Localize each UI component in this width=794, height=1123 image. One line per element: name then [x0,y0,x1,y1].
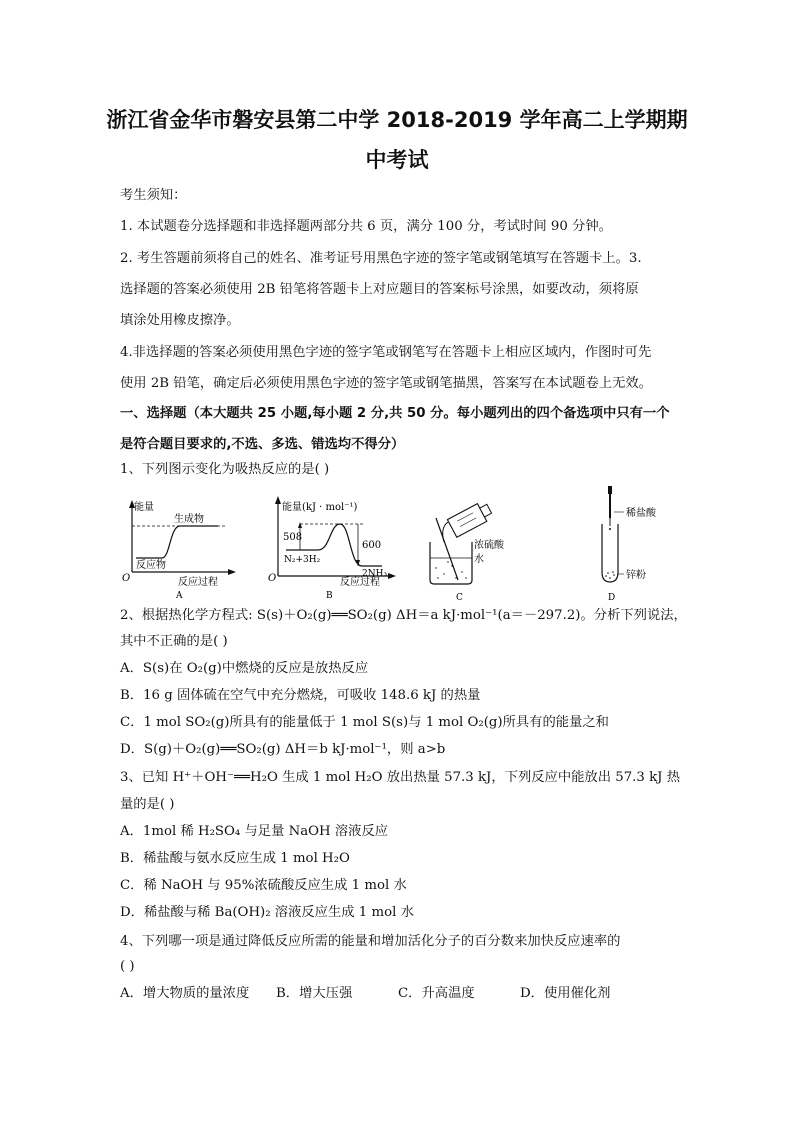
figure-b-ylabel: 能量(kJ · mol⁻¹) [282,502,358,513]
question-2-option-b: B．16 g 固体硫在空气中充分燃烧，可吸收 148.6 kJ 的热量 [120,688,481,703]
figure-d-label-zinc: 锌粉 [626,570,646,581]
notice-item-4-line2: 使用 2B 铅笔，确定后必须使用黑色字迹的签字笔或钢笔描黑，答案写在本试题卷上无效。 [120,376,652,391]
figure-c-label-water: 水 [474,554,484,565]
figure-b-letter: B [326,591,333,601]
zinc-powder-dots [605,571,615,579]
figure-a-origin: O [122,573,131,584]
exam-title-line1: 浙江省金华市磐安县第二中学 2018-2019 学年高二上学期期 [106,108,688,132]
figure-c-letter: C [456,593,463,603]
notice-item-1: 1. 本试题卷分选择题和非选择题两部分共 6 页，满分 100 分，考试时间 90 分钟。 [120,219,612,234]
reagent-bottle-icon [447,500,493,537]
section-1-heading-line2: 是符合题目要求的,不选、多选、错选均不得分） [120,437,405,452]
question-2-stem-line2: 其中不正确的是( ) [120,634,228,649]
question-2-option-c: C．1 mol SO₂(g)所具有的能量低于 1 mol S(s)与 1 mol O₂(g)所具有的能量之和 [120,715,609,730]
figure-a-energy-diagram [122,500,236,601]
figure-a-letter: A [176,591,183,601]
question-3-option-d: D．稀盐酸与稀 Ba(OH)₂ 溶液反应生成 1 mol 水 [120,905,414,920]
figure-a-product-label: 生成物 [174,514,204,525]
notice-item-2-line3: 填涂处用橡皮擦净。 [120,313,240,328]
question-2-option-d: D．S(g)＋O₂(g)══SO₂(g) ΔH＝b kJ·mol⁻¹，则 a>b [120,742,446,757]
question-1-stem: 1、下列图示变化为吸热反应的是( ) [120,462,330,477]
notice-heading: 考生须知： [120,188,187,203]
dropper-bulb-icon [608,486,612,494]
figure-a-reactant-label: 反应物 [136,560,166,571]
question-4-option-b: B．增大压强 [276,986,353,1001]
question-2-stem-line1: 2、根据热化学方程式: S(s)＋O₂(g)══SO₂(g) ΔH＝a kJ·mol⁻¹(a＝－297.2)。分析下列说法， [120,608,687,623]
notice-item-4-line1: 4.非选择题的答案必须使用黑色字迹的签字笔或钢笔写在答题卡上相应区域内，作图时可先 [120,345,652,360]
question-3-stem-line2: 量的是( ) [120,797,175,812]
question-2-option-a: A．S(s)在 O₂(g)中燃烧的反应是放热反应 [120,661,369,676]
question-4-option-a: A．增大物质的量浓度 [120,986,250,1001]
question-4-option-d: D．使用催化剂 [520,986,611,1001]
question-4-stem-line2: ( ) [120,959,135,974]
figure-b-energy-diagram [268,496,396,601]
figure-a-ylabel: 能量 [134,502,154,513]
figure-b-reactant-label: N₂+3H₂ [284,555,321,565]
figure-b-value-508: 508 [283,532,303,543]
question-4-stem-line1: 4、下列哪一项是通过降低反应所需的能量和增加活化分子的百分数来加快反应速率的 [120,934,621,949]
question-3-option-a: A．1mol 稀 H₂SO₄ 与足量 NaOH 溶液反应 [120,824,389,839]
question-4-option-c: C．升高温度 [398,986,475,1001]
figure-a-xlabel: 反应过程 [178,577,218,588]
figure-b-origin: O [268,573,277,584]
liquid-dots [435,561,466,578]
exam-title-line2: 中考试 [365,148,429,172]
notice-item-2-line1: 2. 考生答题前须将自己的姓名、准考证号用黑色字迹的签字笔或钢笔填写在答题卡上。3. [120,251,642,266]
question-1-figures [118,484,678,606]
section-1-heading-line1: 一、选择题（本大题共 25 小题,每小题 2 分,共 50 分。每小题列出的四个备选项中只有一个 [120,406,670,421]
figure-b-value-600: 600 [362,540,382,551]
figure-d-test-tube [602,486,657,603]
notice-item-2-line2: 选择题的答案必须使用 2B 铅笔将答题卡上对应题目的答案标号涂黑，如要改动，须将原 [120,282,639,297]
figure-c-dilution [430,500,505,603]
question-3-option-c: C．稀 NaOH 与 95%浓硫酸反应生成 1 mol 水 [120,878,407,893]
question-3-option-b: B．稀盐酸与氨水反应生成 1 mol H₂O [120,851,350,866]
figure-b-product-label: 2NH₃ [362,569,388,579]
question-3-stem-line1: 3、已知 H⁺＋OH⁻══H₂O 生成 1 mol H₂O 放出热量 57.3 kJ，下列反应中能放出 57.3 kJ 热 [120,770,681,785]
figure-d-letter: D [608,593,616,603]
figure-b-xlabel: 反应过程 [340,577,380,588]
figure-c-label-acid: 浓硫酸 [474,540,504,551]
figure-d-label-acid: 稀盐酸 [626,508,656,519]
